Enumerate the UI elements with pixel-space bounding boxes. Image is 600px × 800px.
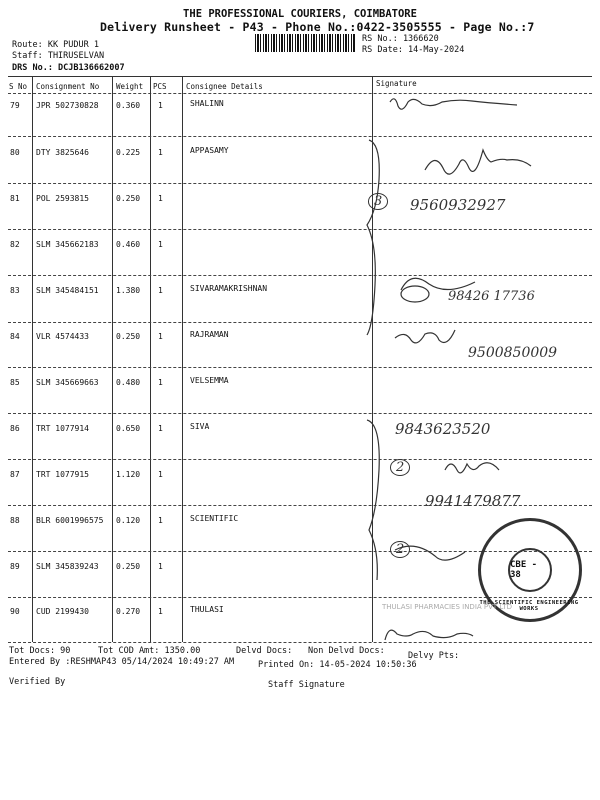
row-sno: 85 bbox=[10, 378, 20, 387]
entered-by: Entered By :RESHMAP43 05/14/2024 10:49:27 AM bbox=[9, 657, 235, 667]
row-consignment: VLR 4574433 bbox=[36, 332, 89, 341]
delivered-docs: Delvd Docs: bbox=[236, 646, 293, 656]
rs-date: RS Date: 14-May-2024 bbox=[362, 45, 465, 55]
row-pcs: 1 bbox=[158, 562, 163, 571]
col-header-consignee: Consignee Details bbox=[186, 82, 263, 91]
barcode bbox=[255, 34, 355, 52]
col-divider bbox=[150, 77, 151, 642]
delivery-points: Delvy Pts: bbox=[408, 651, 460, 661]
row-pcs: 1 bbox=[158, 378, 163, 387]
row-consignee: SHALINN bbox=[190, 99, 224, 108]
rs-number: RS No.: 1366620 bbox=[362, 34, 439, 44]
row-weight: 0.460 bbox=[116, 240, 141, 249]
row-weight: 1.120 bbox=[116, 470, 141, 479]
row-sno: 90 bbox=[10, 607, 20, 616]
route-label: Route: KK PUDUR 1 bbox=[12, 40, 99, 50]
row-sno: 79 bbox=[10, 101, 20, 110]
row-consignment: CUD 2199430 bbox=[36, 607, 89, 616]
row-consignment: SLM 345662183 bbox=[36, 240, 99, 249]
col-divider bbox=[112, 77, 113, 642]
staff-label: Staff: THIRUSELVAN bbox=[12, 51, 105, 61]
handwritten-phone: 9500850009 bbox=[468, 345, 558, 361]
row-weight: 0.250 bbox=[116, 562, 141, 571]
col-header-consignment: Consignment No bbox=[36, 82, 100, 91]
row-consignment: TRT 1077915 bbox=[36, 470, 89, 479]
non-delivered-docs: Non Delvd Docs: bbox=[308, 646, 385, 656]
row-consignment: SLM 345839243 bbox=[36, 562, 99, 571]
col-divider bbox=[32, 77, 33, 642]
col-header-signature: Signature bbox=[376, 79, 417, 88]
faint-stamp-text: THULASI PHARMACIES INDIA PVT LTD bbox=[382, 603, 513, 611]
row-consignee: APPASAMY bbox=[190, 146, 229, 155]
verified-by: Verified By bbox=[9, 677, 66, 687]
row-consignee: SIVARAMAKRISHNAN bbox=[190, 284, 268, 293]
row-weight: 0.250 bbox=[116, 332, 141, 341]
row-weight: 0.120 bbox=[116, 516, 141, 525]
row-sno: 86 bbox=[10, 424, 20, 433]
row-pcs: 1 bbox=[158, 240, 163, 249]
row-sno: 89 bbox=[10, 562, 20, 571]
row-consignee: THULASI bbox=[190, 605, 224, 614]
row-sno: 84 bbox=[10, 332, 20, 341]
row-pcs: 1 bbox=[158, 470, 163, 479]
table-top-border bbox=[8, 76, 592, 77]
handwritten-phone: 9843623520 bbox=[395, 420, 491, 438]
row-sno: 87 bbox=[10, 470, 20, 479]
col-header-sno: S No bbox=[9, 82, 28, 91]
row-sno: 81 bbox=[10, 194, 20, 203]
row-pcs: 1 bbox=[158, 101, 163, 110]
col-header-pcs: PCS bbox=[153, 82, 167, 91]
row-pcs: 1 bbox=[158, 286, 163, 295]
row-weight: 0.250 bbox=[116, 194, 141, 203]
row-consignment: POL 2593815 bbox=[36, 194, 89, 203]
handwritten-phone: 98426 17736 bbox=[448, 289, 535, 304]
circled-count: 3 bbox=[368, 194, 388, 209]
total-docs: Tot Docs: 90 bbox=[9, 646, 71, 656]
row-consignee: SIVA bbox=[190, 422, 210, 431]
row-consignment: JPR 502730828 bbox=[36, 101, 99, 110]
row-consignee: RAJRAMAN bbox=[190, 330, 229, 339]
col-header-weight: Weight bbox=[116, 82, 144, 91]
row-weight: 0.270 bbox=[116, 607, 141, 616]
printed-on: Printed On: 14-05-2024 10:50:36 bbox=[258, 660, 417, 670]
row-consignment: SLM 345484151 bbox=[36, 286, 99, 295]
company-name: THE PROFESSIONAL COURIERS, COIMBATORE bbox=[183, 8, 417, 20]
row-weight: 0.360 bbox=[116, 101, 141, 110]
stamp-center-text: CBE - 38 bbox=[508, 548, 552, 592]
row-pcs: 1 bbox=[158, 516, 163, 525]
stamp-ring-text: THE SCIENTIFIC ENGINEERING WORKS bbox=[479, 600, 579, 612]
row-pcs: 1 bbox=[158, 424, 163, 433]
circled-count: 2 bbox=[390, 460, 410, 475]
circled-count: 2 bbox=[390, 542, 410, 557]
row-consignee: SCIENTIFIC bbox=[190, 514, 239, 523]
row-consignment: SLM 345669663 bbox=[36, 378, 99, 387]
handwritten-phone: 9560932927 bbox=[410, 196, 506, 214]
total-cod-amount: Tot COD Amt: 1350.00 bbox=[98, 646, 201, 656]
staff-signature: Staff Signature bbox=[268, 680, 345, 690]
row-pcs: 1 bbox=[158, 194, 163, 203]
row-consignment: BLR 6001996575 bbox=[36, 516, 104, 525]
row-consignment: DTY 3825646 bbox=[36, 148, 89, 157]
drs-number: DRS No.: DCJB136662007 bbox=[12, 63, 125, 73]
row-weight: 1.380 bbox=[116, 286, 141, 295]
row-weight: 0.480 bbox=[116, 378, 141, 387]
handwritten-phone: 9941479877 bbox=[425, 492, 521, 510]
row-sno: 88 bbox=[10, 516, 20, 525]
col-divider bbox=[182, 77, 183, 642]
row-consignee: VELSEMMA bbox=[190, 376, 229, 385]
row-sno: 83 bbox=[10, 286, 20, 295]
row-weight: 0.225 bbox=[116, 148, 141, 157]
row-sno: 82 bbox=[10, 240, 20, 249]
row-pcs: 1 bbox=[158, 148, 163, 157]
runsheet-title: Delivery Runsheet - P43 - Phone No.:0422-3505555 - Page No.:7 bbox=[100, 20, 535, 34]
row-consignment: TRT 1077914 bbox=[36, 424, 89, 433]
row-weight: 0.650 bbox=[116, 424, 141, 433]
row-pcs: 1 bbox=[158, 332, 163, 341]
row-pcs: 1 bbox=[158, 607, 163, 616]
row-sno: 80 bbox=[10, 148, 20, 157]
